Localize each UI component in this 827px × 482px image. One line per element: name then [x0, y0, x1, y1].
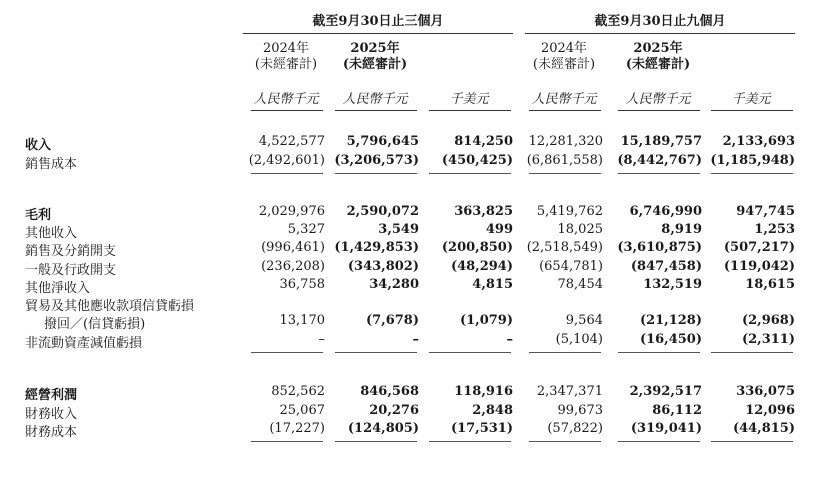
group-header-three-months: 截至9月30日止三個月: [312, 14, 444, 29]
table-cell: (3,610,875): [617, 240, 702, 255]
table-cell: (17,531): [450, 421, 513, 436]
column-year: 2025年: [633, 41, 683, 56]
table-cell: (2,968): [741, 313, 795, 328]
table-cell: (236,208): [261, 259, 325, 274]
column-underline: [618, 110, 700, 111]
row-label: 非流動資產減值虧損: [25, 336, 143, 351]
table-cell: 20,276: [369, 403, 419, 418]
subtotal-rule: [529, 441, 601, 442]
table-cell: 2,029,976: [258, 204, 325, 219]
table-cell: 132,519: [643, 277, 702, 292]
column-audit-note: (未經審計): [625, 57, 691, 72]
row-label: 銷售成本: [25, 157, 78, 172]
table-cell: 947,745: [736, 204, 795, 219]
row-label: 財務收入: [25, 407, 78, 422]
subtotal-rule: [529, 352, 601, 353]
table-cell: –: [412, 332, 419, 347]
table-cell: 34,280: [369, 277, 419, 292]
table-cell: (654,781): [539, 259, 603, 274]
table-cell: 2,848: [472, 403, 513, 418]
table-cell: 1,253: [754, 222, 795, 237]
column-currency: 人民幣千元: [531, 92, 597, 107]
row-label: 財務成本: [25, 425, 78, 440]
column-currency: 人民幣千元: [342, 92, 408, 107]
table-cell: (1,185,948): [710, 153, 795, 168]
table-cell: (8,442,767): [617, 153, 702, 168]
table-cell: 846,568: [360, 384, 419, 399]
subtotal-rule: [251, 352, 323, 353]
table-cell: (2,311): [741, 332, 795, 347]
column-audit-note: (未經審計): [532, 57, 596, 72]
table-cell: 25,067: [279, 403, 325, 418]
row-label: 其他收入: [25, 226, 78, 241]
column-underline: [335, 110, 417, 111]
column-year: 2024年: [262, 41, 310, 56]
table-cell: 9,564: [565, 313, 603, 328]
table-cell: 36,758: [279, 277, 325, 292]
table-cell: 15,189,757: [620, 134, 702, 149]
table-cell: (21,128): [639, 313, 702, 328]
subtotal-rule: [711, 173, 793, 174]
subtotal-rule: [618, 352, 700, 353]
table-cell: (3,206,573): [334, 153, 419, 168]
subtotal-rule: [335, 352, 417, 353]
table-cell: 6,746,990: [629, 204, 702, 219]
table-cell: –: [318, 332, 325, 347]
column-underline: [529, 110, 601, 111]
subtotal-rule: [618, 441, 700, 442]
table-cell: 12,096: [745, 403, 795, 418]
row-label: 撥回／(信貸虧損): [44, 317, 146, 332]
subtotal-rule: [429, 173, 511, 174]
table-cell: 18,615: [745, 277, 795, 292]
table-cell: (7,678): [365, 313, 419, 328]
table-cell: 2,133,693: [722, 134, 795, 149]
table-cell: (57,822): [547, 421, 603, 436]
subtotal-rule: [618, 173, 700, 174]
table-cell: 4,815: [472, 277, 513, 292]
table-cell: (319,041): [630, 421, 702, 436]
table-cell: 99,673: [557, 403, 603, 418]
table-cell: (119,042): [723, 259, 795, 274]
row-label: 貿易及其他應收款項信貸虧損: [25, 299, 195, 314]
row-label: 其他淨收入: [25, 281, 91, 296]
table-cell: 86,112: [652, 403, 702, 418]
subtotal-rule: [429, 441, 511, 442]
table-cell: (2,518,549): [526, 240, 603, 255]
table-cell: 814,250: [454, 134, 513, 149]
table-cell: 5,419,762: [536, 204, 603, 219]
table-cell: (200,850): [441, 240, 513, 255]
column-currency: 人民幣千元: [625, 92, 691, 107]
table-cell: 118,916: [454, 384, 513, 399]
column-currency: 千美元: [449, 92, 489, 107]
subtotal-rule: [429, 352, 511, 353]
table-cell: (1,079): [459, 313, 513, 328]
table-cell: 2,392,517: [629, 384, 702, 399]
column-audit-note: (未經審計): [254, 57, 318, 72]
table-cell: 78,454: [557, 277, 603, 292]
subtotal-rule: [251, 441, 323, 442]
table-cell: (16,450): [639, 332, 702, 347]
subtotal-rule: [335, 441, 417, 442]
table-cell: (48,294): [450, 259, 513, 274]
table-cell: 852,562: [271, 384, 325, 399]
subtotal-rule: [335, 173, 417, 174]
column-audit-note: (未經審計): [342, 57, 408, 72]
table-cell: (2,492,601): [248, 153, 325, 168]
table-cell: (44,815): [732, 421, 795, 436]
column-year: 2025年: [350, 41, 400, 56]
table-cell: (450,425): [441, 153, 513, 168]
table-cell: –: [506, 332, 513, 347]
table-cell: 5,796,645: [346, 134, 419, 149]
table-cell: 499: [485, 222, 513, 237]
table-cell: (996,461): [261, 240, 325, 255]
subtotal-rule: [529, 173, 601, 174]
table-cell: 13,170: [279, 313, 325, 328]
table-cell: (507,217): [723, 240, 795, 255]
table-cell: 363,825: [454, 204, 513, 219]
column-currency: 千美元: [731, 92, 771, 107]
table-cell: 18,025: [557, 222, 603, 237]
table-cell: 2,590,072: [346, 204, 419, 219]
row-label: 銷售及分銷開支: [25, 244, 117, 259]
table-cell: 5,327: [287, 222, 325, 237]
group-underline: [243, 33, 513, 34]
table-cell: (1,429,853): [334, 240, 419, 255]
table-cell: 3,549: [378, 222, 419, 237]
table-cell: 2,347,371: [536, 384, 603, 399]
table-cell: 8,919: [661, 222, 702, 237]
column-year: 2024年: [540, 41, 588, 56]
column-underline: [429, 110, 511, 111]
table-cell: (6,861,558): [526, 153, 603, 168]
table-cell: (124,805): [347, 421, 419, 436]
subtotal-rule: [251, 173, 323, 174]
column-underline: [711, 110, 793, 111]
column-underline: [251, 110, 323, 111]
row-label: 經營利潤: [25, 388, 78, 403]
table-cell: 336,075: [736, 384, 795, 399]
table-cell: 4,522,577: [258, 134, 325, 149]
group-underline: [525, 33, 795, 34]
group-header-nine-months: 截至9月30日止九個月: [594, 14, 726, 29]
table-cell: (5,104): [555, 332, 603, 347]
table-cell: 12,281,320: [528, 134, 603, 149]
row-label: 收入: [25, 138, 52, 153]
column-currency: 人民幣千元: [253, 92, 319, 107]
row-label: 一般及行政開支: [25, 263, 117, 278]
table-cell: (17,227): [269, 421, 325, 436]
table-cell: (847,458): [630, 259, 702, 274]
table-cell: (343,802): [347, 259, 419, 274]
subtotal-rule: [711, 352, 793, 353]
row-label: 毛利: [25, 208, 52, 223]
subtotal-rule: [711, 441, 793, 442]
